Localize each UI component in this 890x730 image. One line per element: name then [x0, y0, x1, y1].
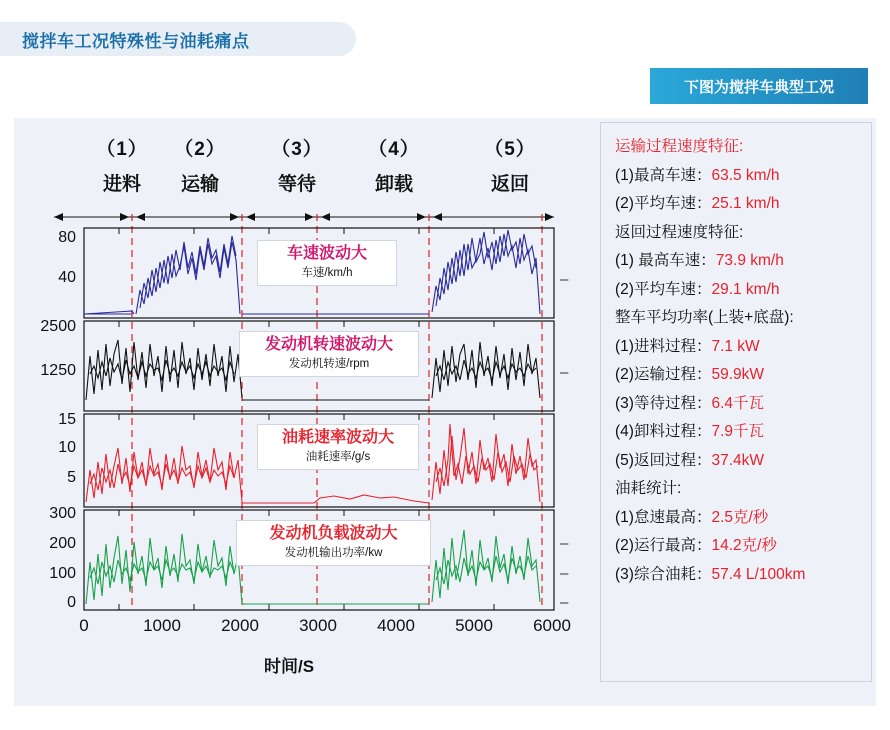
x-axis-title: 时间/S	[264, 657, 315, 676]
panel3-ytick-5: 5	[67, 469, 76, 486]
stat-value: 2.5克/秒	[711, 508, 769, 526]
stat-value: 7.1 kW	[711, 337, 760, 355]
stat-value: 14.2克/秒	[711, 537, 777, 554]
xtick-5000: 5000	[455, 616, 493, 635]
chart-container	[14, 118, 594, 688]
stat-value: 59.9kW	[711, 366, 765, 383]
stat-row	[615, 447, 857, 476]
section-title-pill	[0, 22, 356, 56]
phase-2-number: （2）	[174, 139, 226, 160]
panel2-ytick-1250: 1250	[40, 362, 76, 379]
stat-value: 29.1 km/h	[711, 280, 780, 298]
stat-label: (2)平均车速：	[615, 195, 712, 212]
stat-row	[615, 504, 857, 533]
phase-5-number: （5）	[484, 139, 536, 160]
panel1-ytick-80: 80	[58, 229, 76, 246]
phase-3-number: （3）	[271, 139, 323, 160]
panel3-annotation	[257, 424, 419, 470]
stat-label: (1) 最高车速：	[615, 252, 716, 269]
phase-1-number: （1）	[96, 139, 148, 160]
chart-caption-text: 下图为搅拌车典型工况	[683, 78, 834, 96]
stat-value: 25.1 km/h	[711, 195, 780, 212]
panel4-right-tick-3: –	[560, 594, 569, 611]
panel4-ytick-200: 200	[49, 535, 76, 552]
panel-engine-speed	[40, 318, 569, 411]
phase-3-name: 等待	[277, 174, 316, 195]
stat-row	[615, 190, 857, 219]
panel4-ytick-0: 0	[67, 594, 76, 611]
panel4-ytick-100: 100	[49, 565, 76, 582]
chart-caption-banner	[650, 68, 868, 104]
stat-value: 7.9千瓦	[711, 423, 765, 440]
stat-label: 运输过程速度特征:	[615, 138, 744, 155]
panel3-annotation-sub: 油耗速率/g/s	[305, 451, 371, 463]
panel1-annotation-title: 车速波动大	[286, 245, 367, 262]
stat-value: 37.4kW	[711, 451, 765, 469]
stat-label: (1)最高车速：	[615, 166, 712, 184]
panel1-ytick-40: 40	[58, 269, 76, 286]
stat-label: 整车平均功率(上装+底盘):	[615, 309, 794, 326]
panel1-annotation	[257, 240, 397, 286]
panel4-right-tick-1: –	[560, 535, 569, 552]
stat-label: (2)运输过程：	[615, 366, 712, 383]
panel4-annotation-title: 发动机负载波动大	[269, 525, 398, 542]
panel4-ytick-300: 300	[49, 505, 76, 522]
stat-label: (3)等待过程：	[615, 394, 712, 412]
stats-panel	[600, 122, 872, 682]
stat-label: (2)运行最高：	[615, 537, 712, 554]
stat-label: (2)平均车速：	[615, 280, 712, 298]
panel1-annotation-sub: 车速/km/h	[301, 267, 353, 279]
panel3-annotation-title: 油耗速率波动大	[281, 429, 394, 446]
phase-5-name: 返回	[490, 174, 529, 195]
stat-row	[615, 361, 857, 390]
stat-label: 油耗统计:	[615, 480, 682, 497]
phase-4-name: 卸载	[374, 174, 413, 195]
phase-2-name: 运输	[180, 174, 219, 195]
stat-row	[615, 475, 857, 504]
stat-label: (3)综合油耗：	[615, 565, 712, 583]
panel3-ytick-15: 15	[58, 411, 76, 428]
stat-label: (5)返回过程：	[615, 451, 712, 469]
stat-row	[615, 276, 857, 305]
panel4-right-tick-2: –	[560, 565, 569, 582]
panel2-right-tick: –	[560, 364, 569, 381]
stat-row	[615, 304, 857, 333]
stat-row	[615, 247, 857, 276]
page-title: 搅拌车工况特殊性与油耗痛点	[22, 31, 250, 51]
stat-value: 57.4 L/100km	[711, 565, 806, 583]
stat-label: 返回过程速度特征:	[615, 223, 744, 241]
xtick-4000: 4000	[377, 616, 415, 635]
stat-label: (4)卸料过程：	[615, 423, 712, 440]
panel-vehicle-speed	[58, 228, 569, 318]
chart-svg	[14, 118, 594, 688]
panel4-annotation	[236, 520, 431, 566]
stat-value: 73.9 km/h	[715, 252, 784, 269]
stat-row	[615, 532, 857, 561]
stat-row	[615, 390, 857, 419]
stat-row	[615, 418, 857, 447]
stat-row	[615, 133, 857, 162]
stat-row	[615, 162, 857, 191]
phase-1-name: 进料	[102, 174, 141, 195]
xtick-0: 0	[79, 616, 89, 635]
panel2-annotation-title: 发动机转速波动大	[264, 336, 393, 353]
xtick-6000: 6000	[533, 616, 571, 635]
panel1-right-tick: –	[560, 271, 569, 288]
stat-value: 6.4千瓦	[711, 394, 765, 412]
panel4-annotation-sub: 发动机输出功率/kw	[284, 547, 383, 559]
xtick-1000: 1000	[143, 616, 181, 635]
panel2-ytick-2500: 2500	[40, 318, 76, 335]
panel-engine-power	[49, 505, 569, 611]
stat-label: (1)怠速最高：	[615, 508, 712, 526]
panel2-annotation-sub: 发动机转速/rpm	[288, 358, 370, 370]
panel2-annotation	[239, 331, 419, 377]
xtick-2000: 2000	[221, 616, 259, 635]
stat-row	[615, 561, 857, 590]
xtick-3000: 3000	[299, 616, 337, 635]
stat-row	[615, 219, 857, 248]
stat-value: 63.5 km/h	[711, 166, 780, 184]
panel3-ytick-10: 10	[58, 439, 76, 456]
stat-row	[615, 333, 857, 362]
phase-4-number: （4）	[368, 139, 420, 160]
stat-label: (1)进料过程：	[615, 337, 712, 355]
phase-arrow-ruler	[54, 213, 554, 221]
